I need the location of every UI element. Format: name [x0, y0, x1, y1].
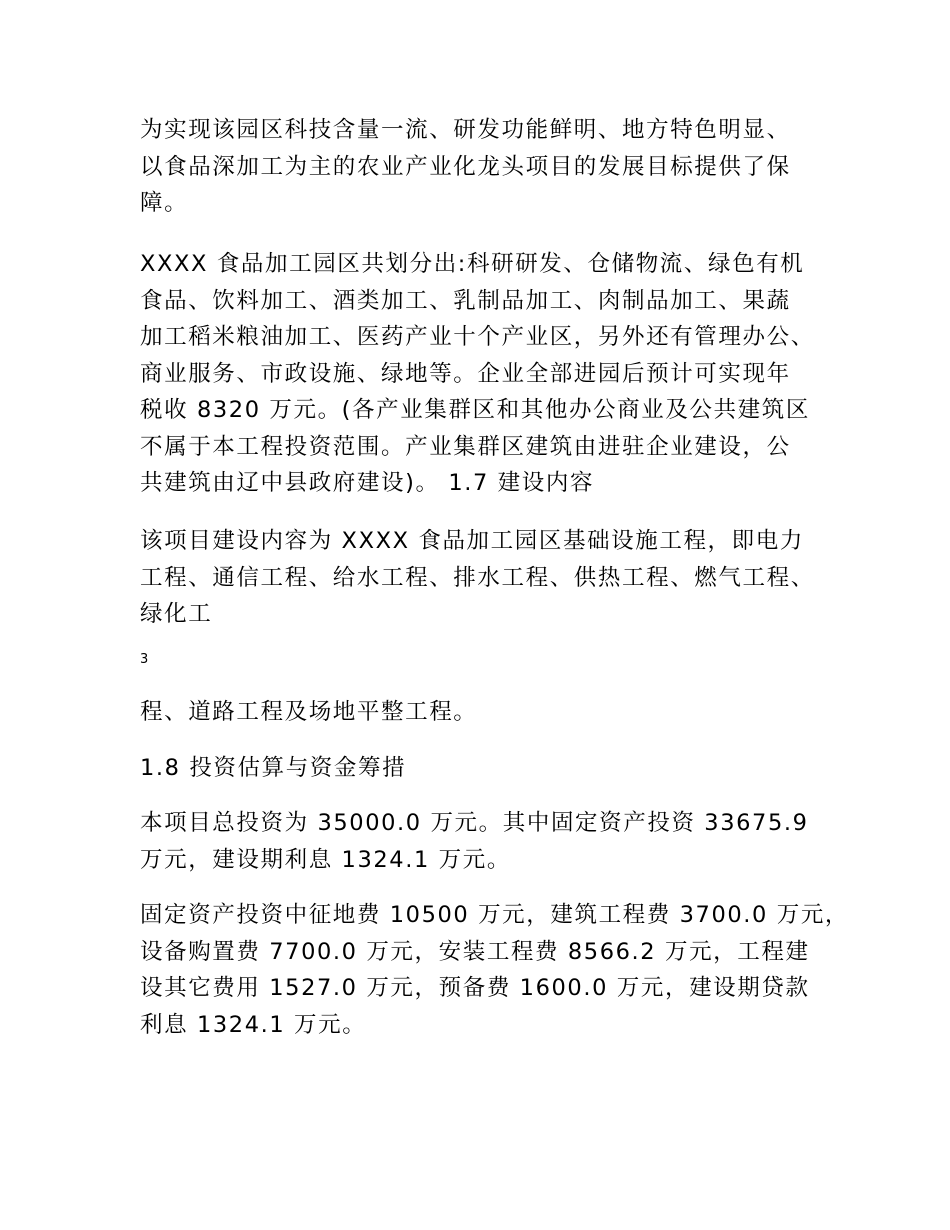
text-line: 工程、通信工程、给水工程、排水工程、供热工程、燃气工程、 — [140, 564, 815, 591]
text-line: 以食品深加工为主的农业产业化龙头项目的发展目标提供了保 — [140, 153, 791, 180]
text-line: XXXX 食品加工园区共划分出:科研研发、仓储物流、绿色有机 — [140, 251, 805, 277]
text-line: 为实现该园区科技含量一流、研发功能鲜明、地方特色明显、 — [140, 117, 791, 143]
text-line: 程、道路工程及场地平整工程。 — [140, 699, 478, 725]
text-line: 利息 1324.1 万元。 — [140, 1011, 367, 1038]
text-line: 障。 — [140, 190, 189, 216]
paragraph-total-investment — [140, 805, 840, 878]
text-line: 该项目建设内容为 XXXX 食品加工园区基础设施工程，即电力 — [140, 528, 804, 554]
text-line: 设备购置费 7700.0 万元，安装工程费 8566.2 万元，工程建 — [140, 938, 810, 965]
paragraph-construction-content — [140, 523, 840, 633]
text-line: 万元，建设期利息 1324.1 万元。 — [140, 846, 511, 873]
paragraph-fixed-asset-breakdown — [140, 897, 850, 1043]
text-line: 食品、饮料加工、酒类加工、乳制品加工、肉制品加工、果蔬 — [140, 287, 791, 314]
paragraph-construction-content-continued — [140, 694, 840, 731]
text-line: 商业服务、市政设施、绿地等。企业全部进园后预计可实现年 — [140, 360, 791, 387]
text-line: 本项目总投资为 35000.0 万元。其中固定资产投资 33675.9 — [140, 810, 809, 836]
text-line: 设其它费用 1527.0 万元，预备费 1600.0 万元，建设期贷款 — [140, 975, 810, 1001]
text-line: 税收 8320 万元。(各产业集群区和其他办公商业及公共建筑区 — [140, 397, 810, 423]
paragraph-industrial-zones — [140, 246, 840, 502]
text-line: 1.8 投资估算与资金筹措 — [140, 755, 407, 781]
section-heading-investment — [140, 750, 840, 787]
text-line: 加工稻米粮油加工、医药产业十个产业区，另外还有管理办公、 — [140, 324, 815, 350]
text-line: 绿化工 — [140, 601, 213, 627]
text-line: 共建筑由辽中县政府建设)。 1.7 建设内容 — [140, 470, 595, 496]
paragraph-development-goals — [140, 112, 840, 222]
page-number: 3 — [140, 652, 149, 667]
text-line: 不属于本工程投资范围。产业集群区建筑由进驻企业建设，公 — [140, 433, 791, 460]
text-line: 固定资产投资中征地费 10500 万元，建筑工程费 3700.0 万元， — [140, 902, 850, 928]
